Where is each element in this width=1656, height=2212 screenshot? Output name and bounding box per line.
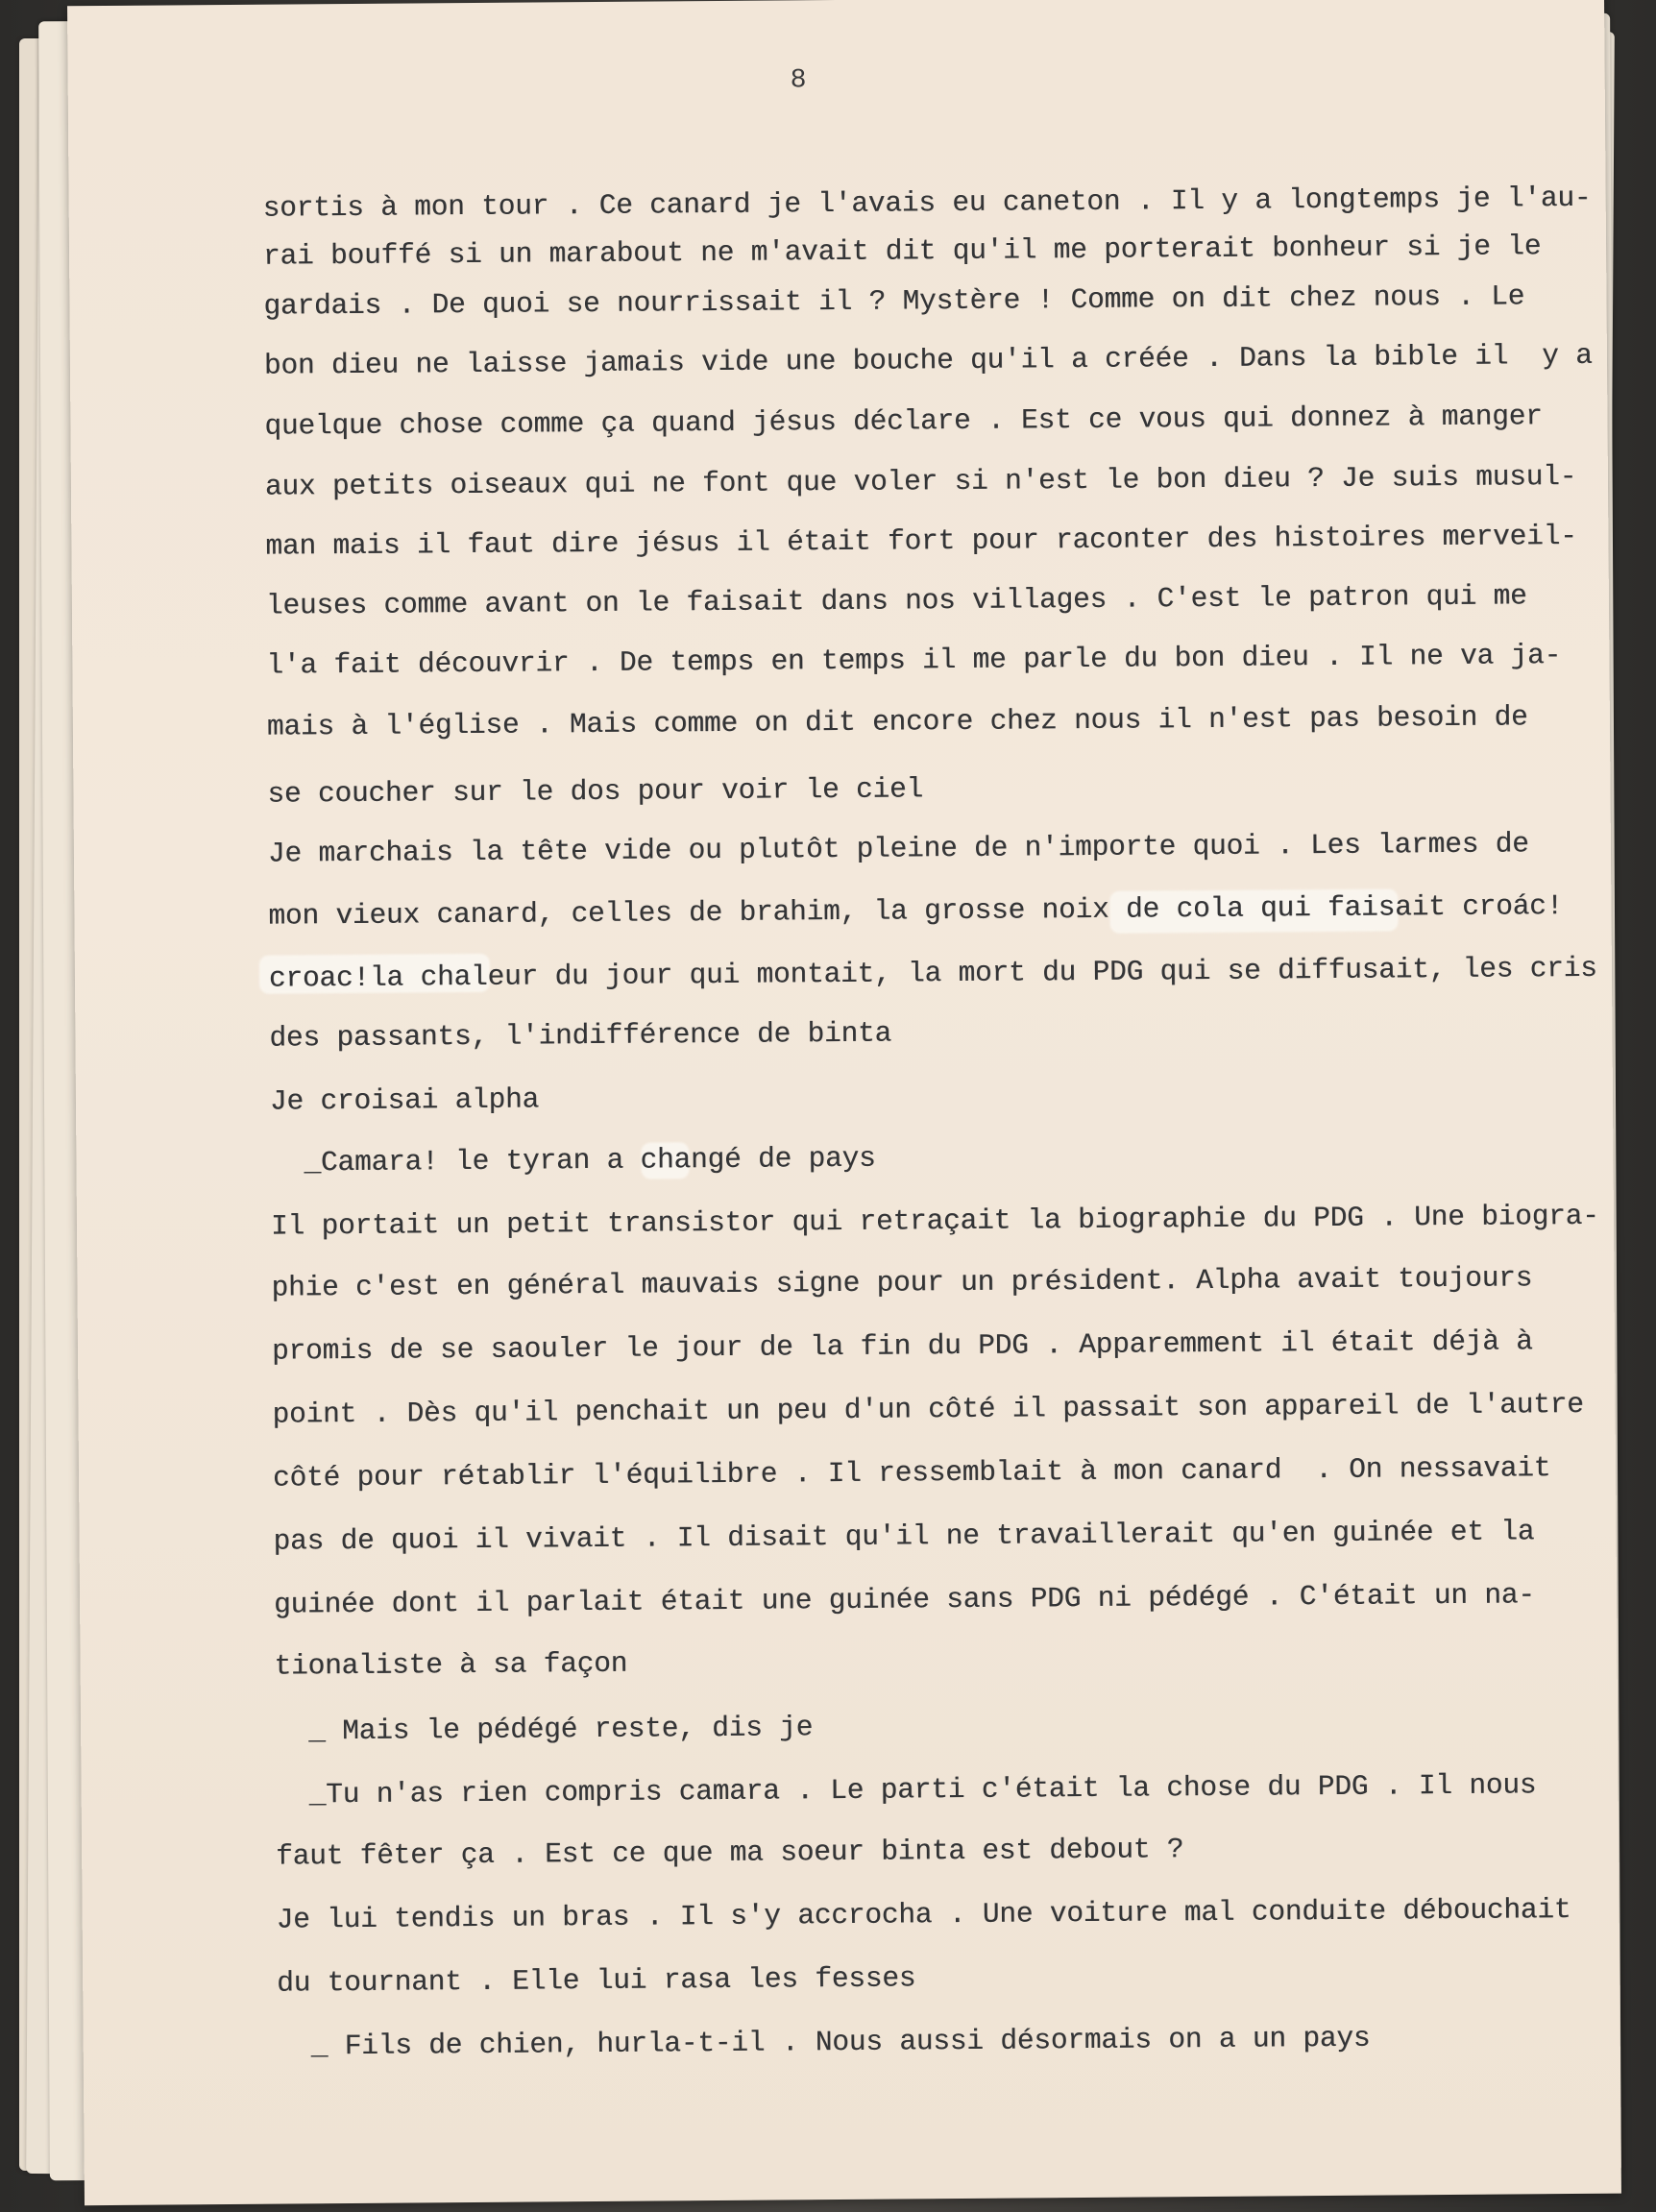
text-line: sortis à mon tour . Ce canard je l'avais eu caneton . Il y a longtemps je l'au- <box>262 181 1592 225</box>
text-line: Il portait un petit transistor qui retraçait la biographie du PDG . Une biogra- <box>270 1199 1599 1243</box>
text-line: mais à l'église . Mais comme on dit encore chez nous il n'est pas besoin de <box>266 700 1528 743</box>
text-line: _ Fils de chien, hurla-t-il . Nous aussi désormais on a un pays <box>277 2021 1371 2063</box>
text-line: pas de quoi il vivait . Il disait qu'il ne travaillerait qu'en guinée et la <box>273 1515 1535 1558</box>
text-line: tionaliste à sa façon <box>274 1646 628 1683</box>
text-line: Je marchais la tête vide ou plutôt pleine de n'importe quoi . Les larmes de <box>267 827 1529 870</box>
text-line: _ Mais le pédégé reste, dis je <box>275 1711 814 1748</box>
text-line: gardais . De quoi se nourrissait il ? Mystère ! Comme on dit chez nous . Le <box>263 280 1525 323</box>
text-line: man mais il faut dire jésus il était fort pour raconter des histoires merveil- <box>265 519 1577 563</box>
text-line: des passants, l'indifférence de binta <box>269 1016 892 1055</box>
text-line: leuses comme avant on le faisait dans nos villages . C'est le patron qui me <box>265 579 1527 622</box>
text-line: _Camara! le tyran a changé de pays <box>270 1141 876 1179</box>
text-line: se coucher sur le dos pour voir le ciel <box>267 772 924 811</box>
page-number: 8 <box>790 65 807 96</box>
text-line: _Tu n'as rien compris camara . Le parti c'était la chose du PDG . Il nous <box>275 1768 1537 1811</box>
text-line: aux petits oiseaux qui ne font que voler si n'est le bon dieu ? Je suis musul- <box>264 459 1577 503</box>
text-line: phie c'est en général mauvais signe pour un président. Alpha avait toujours <box>271 1261 1533 1304</box>
text-line: l'a fait découvrir . De temps en temps il me parle du bon dieu . Il ne va ja- <box>266 639 1562 682</box>
text-line: Je croisai alpha <box>269 1082 540 1118</box>
text-line: point . Dès qu'il penchait un peu d'un côté il passait son appareil de l'autre <box>272 1387 1584 1431</box>
text-line: bon dieu ne laisse jamais vide une bouche qu'il a créée . Dans la bible il y a <box>263 338 1593 382</box>
text-line: mon vieux canard, celles de brahim, la grosse noix de cola qui faisait croác! <box>268 889 1564 933</box>
text-line: faut fêter ça . Est ce que ma soeur binta est debout ? <box>276 1833 1184 1873</box>
typed-page <box>67 0 1621 2205</box>
text-line: quelque chose comme ça quand jésus déclare . Est ce vous qui donnez à manger <box>264 400 1543 443</box>
text-line: rai bouffé si un marabout ne m'avait dit qu'il me porterait bonheur si je le <box>262 230 1542 273</box>
text-line: Je lui tendis un bras . Il s'y accrocha . Une voiture mal conduite débouchait <box>276 1893 1571 1936</box>
text-line: guinée dont il parlait était une guinée sans PDG ni pédégé . C'était un na- <box>273 1578 1535 1621</box>
text-line: croac!la chaleur du jour qui montait, la mort du PDG qui se diffusait, les cris <box>268 951 1597 995</box>
text-line: promis de se saouler le jour de la fin du PDG . Apparemment il était déjà à <box>271 1325 1533 1368</box>
text-line: côté pour rétablir l'équilibre . Il ressemblait à mon canard . On nessavait <box>272 1451 1551 1495</box>
text-line: du tournant . Elle lui rasa les fesses <box>277 1961 916 2000</box>
